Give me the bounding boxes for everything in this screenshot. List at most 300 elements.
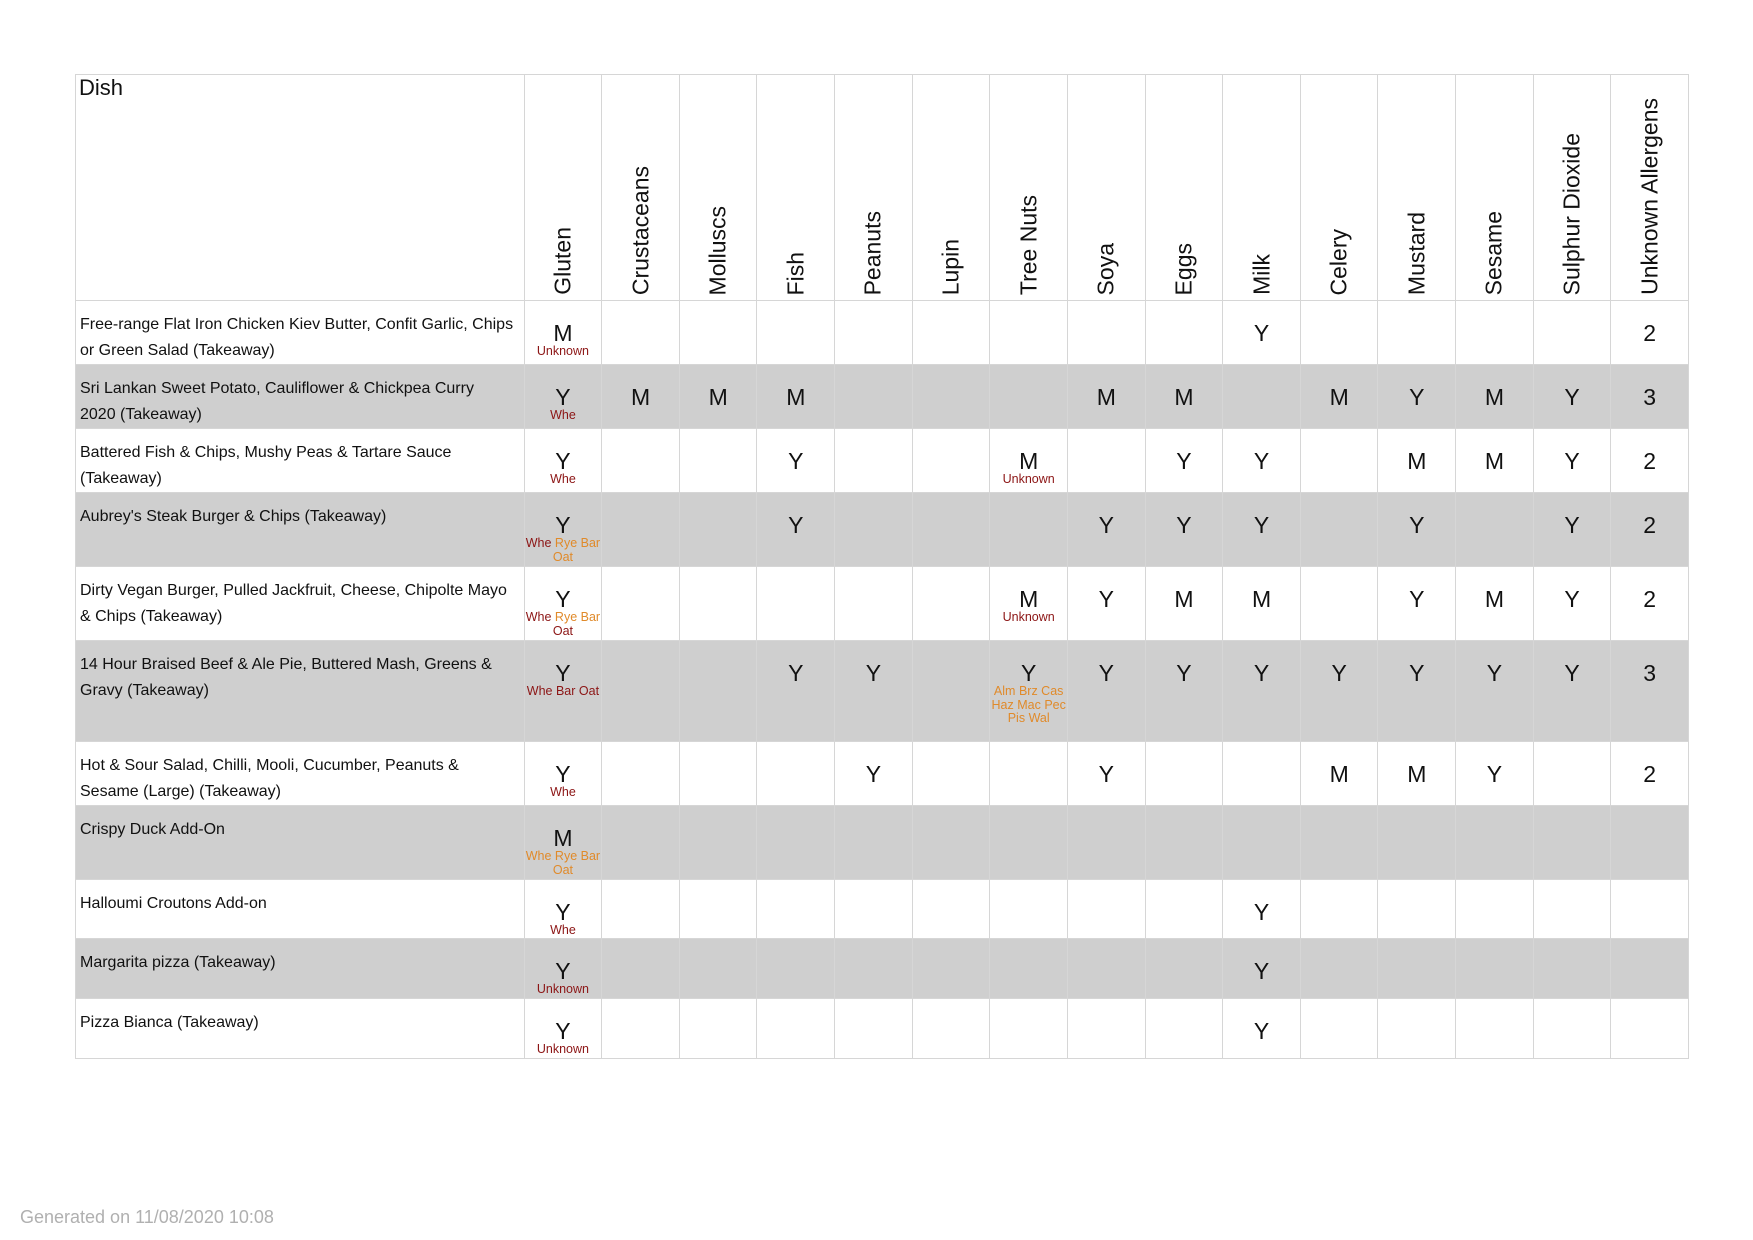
cell-lupin [912, 742, 990, 806]
allergen-detail-word: Pis [1007, 711, 1026, 725]
allergen-value: Y [1253, 660, 1270, 686]
allergen-value: Y [865, 660, 882, 686]
cell-tree-nuts [990, 806, 1068, 880]
cell-fish [757, 880, 835, 939]
allergen-value: Y [1253, 1018, 1270, 1044]
dish-name: Dirty Vegan Burger, Pulled Jackfruit, Cheese, Chipolte Mayo & Chips (Takeaway) [76, 567, 525, 641]
allergen-value: Y [1409, 586, 1425, 612]
cell-crustaceans [602, 880, 680, 939]
column-header-gluten [524, 75, 602, 301]
column-header-sesame [1456, 75, 1534, 301]
cell-molluscs [679, 301, 757, 365]
column-header-label: Lupin [937, 238, 964, 295]
cell-tree-nuts [990, 567, 1068, 641]
cell-milk [1223, 429, 1301, 493]
cell-unknown-allergens [1611, 493, 1689, 567]
column-header-peanuts [835, 75, 913, 301]
cell-lupin [912, 365, 990, 429]
allergen-detail [525, 473, 602, 487]
allergen-value: Y [1098, 761, 1114, 787]
allergen-detail-word: Brz [1018, 684, 1038, 698]
allergen-value: Y [788, 660, 804, 686]
cell-eggs [1145, 493, 1223, 567]
allergen-value: Y [1021, 660, 1037, 686]
column-header-label: Sesame [1480, 210, 1507, 295]
cell-peanuts [835, 301, 913, 365]
allergen-value: Y [1409, 512, 1425, 538]
allergen-table [75, 74, 1689, 1059]
allergen-detail-word: Cas [1041, 684, 1064, 698]
cell-molluscs [679, 429, 757, 493]
cell-sulphur-dioxide [1533, 641, 1611, 742]
allergen-detail-word: Bar [580, 610, 601, 624]
allergen-value: Y [555, 384, 571, 410]
allergen-value: M [1019, 448, 1039, 474]
cell-peanuts [835, 806, 913, 880]
allergen-detail-word: Unknown [1002, 472, 1055, 486]
allergen-detail-word: Pec [1044, 697, 1066, 712]
cell-eggs [1145, 806, 1223, 880]
cell-lupin [912, 429, 990, 493]
allergen-value: M [786, 384, 806, 410]
allergen-value: M [1096, 384, 1116, 410]
header-row [76, 75, 1689, 301]
cell-lupin [912, 806, 990, 880]
allergen-detail [525, 850, 602, 877]
cell-mustard [1378, 641, 1456, 742]
allergen-value: Y [555, 448, 571, 474]
allergen-value: Y [1564, 512, 1580, 538]
cell-soya [1067, 806, 1145, 880]
cell-unknown-allergens [1611, 999, 1689, 1059]
cell-sulphur-dioxide [1533, 806, 1611, 880]
cell-crustaceans [602, 999, 680, 1059]
cell-celery [1300, 742, 1378, 806]
cell-milk [1223, 567, 1301, 641]
allergen-detail [990, 473, 1067, 487]
cell-molluscs [679, 742, 757, 806]
allergen-detail [525, 537, 602, 564]
cell-tree-nuts [990, 365, 1068, 429]
dish-name: Aubrey's Steak Burger & Chips (Takeaway) [76, 493, 525, 567]
allergen-value: 2 [1643, 320, 1657, 346]
cell-mustard [1378, 567, 1456, 641]
allergen-value: M [1019, 586, 1039, 612]
cell-soya [1067, 880, 1145, 939]
table-row [76, 301, 1689, 365]
cell-celery [1300, 493, 1378, 567]
cell-lupin [912, 641, 990, 742]
allergen-detail-word: Bar [580, 849, 601, 863]
cell-molluscs [679, 806, 757, 880]
column-header-label: Molluscs [704, 205, 731, 295]
column-header-eggs [1145, 75, 1223, 301]
cell-celery [1300, 999, 1378, 1059]
cell-sesame [1456, 806, 1534, 880]
allergen-detail [525, 345, 602, 359]
cell-sesame [1456, 493, 1534, 567]
allergen-value: M [553, 825, 573, 851]
cell-tree-nuts [990, 939, 1068, 999]
allergen-detail-word: Whe [525, 849, 552, 863]
cell-unknown-allergens [1611, 939, 1689, 999]
dish-name: Hot & Sour Salad, Chilli, Mooli, Cucumber, Peanuts & Sesame (Large) (Takeaway) [76, 742, 525, 806]
cell-sesame [1456, 939, 1534, 999]
allergen-value: M [630, 384, 651, 410]
allergen-value: Y [1098, 512, 1114, 538]
allergen-detail-word: Unknown [536, 344, 589, 358]
column-header-crustaceans [602, 75, 680, 301]
cell-sesame [1456, 999, 1534, 1059]
cell-celery [1300, 641, 1378, 742]
allergen-value: Y [1564, 586, 1580, 612]
cell-mustard [1378, 806, 1456, 880]
cell-sulphur-dioxide [1533, 742, 1611, 806]
allergen-value: M [1251, 586, 1272, 612]
allergen-value: Y [1486, 660, 1503, 686]
cell-tree-nuts [990, 493, 1068, 567]
cell-soya [1067, 301, 1145, 365]
allergen-value: Y [1253, 512, 1270, 538]
allergen-value: 2 [1643, 512, 1657, 538]
cell-soya [1067, 939, 1145, 999]
allergen-value: 3 [1643, 660, 1657, 686]
cell-gluten [524, 939, 602, 999]
dish-name: Free-range Flat Iron Chicken Kiev Butter, Confit Garlic, Chips or Green Salad (Takeaway) [76, 301, 525, 365]
allergen-value: 2 [1643, 448, 1657, 474]
allergen-value: 2 [1643, 761, 1657, 787]
cell-milk [1223, 880, 1301, 939]
table-row [76, 365, 1689, 429]
allergen-value: Y [555, 958, 571, 984]
cell-lupin [912, 999, 990, 1059]
column-header-lupin [912, 75, 990, 301]
cell-crustaceans [602, 567, 680, 641]
cell-tree-nuts [990, 742, 1068, 806]
cell-unknown-allergens [1611, 641, 1689, 742]
dish-name: Battered Fish & Chips, Mushy Peas & Tartare Sauce (Takeaway) [76, 429, 525, 493]
cell-fish [757, 567, 835, 641]
allergen-value: M [1484, 448, 1504, 474]
cell-fish [757, 742, 835, 806]
allergen-value: 2 [1643, 586, 1657, 612]
cell-molluscs [679, 999, 757, 1059]
column-header-fish [757, 75, 835, 301]
cell-fish [757, 939, 835, 999]
allergen-value: Y [788, 448, 804, 474]
cell-crustaceans [602, 939, 680, 999]
allergen-detail-word: Unknown [1002, 610, 1055, 624]
cell-unknown-allergens [1611, 806, 1689, 880]
cell-milk [1223, 806, 1301, 880]
cell-gluten [524, 806, 602, 880]
allergen-value: M [1329, 761, 1349, 787]
allergen-value: Y [1409, 384, 1425, 410]
table-row [76, 641, 1689, 742]
dish-name: Crispy Duck Add-On [76, 806, 525, 880]
cell-crustaceans [602, 493, 680, 567]
cell-peanuts [835, 493, 913, 567]
allergen-detail-word: Whe [550, 785, 576, 799]
cell-sulphur-dioxide [1533, 567, 1611, 641]
allergen-value: Y [1331, 660, 1347, 686]
cell-unknown-allergens [1611, 365, 1689, 429]
allergen-value: Y [555, 512, 571, 538]
table-row [76, 742, 1689, 806]
cell-sesame [1456, 365, 1534, 429]
column-header-milk [1223, 75, 1301, 301]
allergen-value: M [1407, 761, 1427, 787]
column-header-celery [1300, 75, 1378, 301]
cell-fish [757, 999, 835, 1059]
allergen-value: Y [555, 761, 571, 787]
allergen-detail-word: Oat [578, 684, 600, 698]
cell-sesame [1456, 742, 1534, 806]
cell-fish [757, 806, 835, 880]
table-row [76, 939, 1689, 999]
allergen-value: Y [1098, 586, 1114, 612]
dish-column-header [76, 75, 525, 301]
cell-celery [1300, 301, 1378, 365]
cell-soya [1067, 999, 1145, 1059]
cell-eggs [1145, 567, 1223, 641]
cell-sesame [1456, 429, 1534, 493]
allergen-value: Y [1486, 761, 1503, 787]
allergen-detail [990, 611, 1067, 625]
allergen-detail-word: Whe [526, 684, 553, 698]
cell-crustaceans [602, 365, 680, 429]
cell-sesame [1456, 880, 1534, 939]
cell-mustard [1378, 493, 1456, 567]
cell-mustard [1378, 880, 1456, 939]
table-row [76, 806, 1689, 880]
dish-name: Sri Lankan Sweet Potato, Cauliflower & Chickpea Curry 2020 (Takeaway) [76, 365, 525, 429]
column-header-molluscs [679, 75, 757, 301]
allergen-value: Y [1176, 512, 1192, 538]
allergen-detail-word: Whe [550, 923, 576, 937]
column-header-label: Mustard [1403, 211, 1430, 295]
cell-eggs [1145, 641, 1223, 742]
cell-celery [1300, 939, 1378, 999]
column-header-label: Gluten [549, 227, 576, 295]
cell-mustard [1378, 301, 1456, 365]
table-row [76, 567, 1689, 641]
cell-peanuts [835, 999, 913, 1059]
cell-celery [1300, 429, 1378, 493]
allergen-detail-word: Unknown [536, 1042, 589, 1056]
cell-lupin [912, 880, 990, 939]
column-header-label: Fish [782, 251, 809, 295]
cell-milk [1223, 742, 1301, 806]
cell-milk [1223, 493, 1301, 567]
allergen-detail [525, 409, 602, 423]
allergen-value: M [1174, 586, 1194, 612]
allergen-value: Y [555, 899, 571, 925]
cell-gluten [524, 567, 602, 641]
cell-mustard [1378, 999, 1456, 1059]
allergen-value: Y [1564, 448, 1580, 474]
cell-eggs [1145, 742, 1223, 806]
allergen-value: Y [1564, 660, 1580, 686]
column-header-label: Unknown Allergens [1636, 98, 1663, 295]
cell-celery [1300, 567, 1378, 641]
cell-molluscs [679, 939, 757, 999]
cell-sulphur-dioxide [1533, 999, 1611, 1059]
cell-sulphur-dioxide [1533, 493, 1611, 567]
generated-timestamp: Generated on 11/08/2020 10:08 [20, 1207, 274, 1227]
column-header-label: Eggs [1170, 242, 1197, 295]
cell-soya [1067, 493, 1145, 567]
column-header-mustard [1378, 75, 1456, 301]
cell-soya [1067, 365, 1145, 429]
table-row [76, 880, 1689, 939]
cell-sulphur-dioxide [1533, 301, 1611, 365]
cell-sesame [1456, 567, 1534, 641]
cell-sesame [1456, 301, 1534, 365]
cell-lupin [912, 939, 990, 999]
cell-tree-nuts [990, 880, 1068, 939]
column-header-label: Soya [1092, 242, 1119, 295]
cell-soya [1067, 567, 1145, 641]
allergen-value: Y [555, 660, 571, 686]
allergen-detail-word: Rye [554, 536, 578, 550]
allergen-detail-word: Alm [993, 684, 1016, 698]
cell-gluten [524, 429, 602, 493]
allergen-detail-word: Rye [554, 610, 578, 624]
cell-peanuts [835, 880, 913, 939]
cell-mustard [1378, 429, 1456, 493]
cell-tree-nuts [990, 301, 1068, 365]
allergen-value: M [1329, 384, 1349, 410]
cell-peanuts [835, 429, 913, 493]
cell-gluten [524, 880, 602, 939]
allergen-detail-word: Wal [1028, 711, 1050, 725]
dish-name: Pizza Bianca (Takeaway) [76, 999, 525, 1059]
allergen-value: Y [1098, 660, 1114, 686]
allergen-value: Y [555, 1018, 571, 1044]
allergen-detail-word: Rye [554, 849, 578, 863]
allergen-detail-word: Whe [525, 536, 552, 550]
column-header-soya [1067, 75, 1145, 301]
allergen-value: 3 [1643, 384, 1657, 410]
allergen-value: M [1407, 448, 1427, 474]
allergen-detail [525, 685, 602, 699]
cell-sesame [1456, 641, 1534, 742]
allergen-detail-word: Bar [555, 684, 576, 698]
cell-milk [1223, 939, 1301, 999]
cell-milk [1223, 641, 1301, 742]
cell-fish [757, 429, 835, 493]
allergen-detail-word: Whe [550, 472, 576, 486]
column-header-label: Crustaceans [627, 165, 654, 295]
allergen-value: Y [555, 586, 571, 612]
allergen-detail-word: Whe [525, 610, 552, 624]
allergen-value: M [553, 320, 573, 346]
allergen-value: M [708, 384, 728, 410]
allergen-value: M [1484, 384, 1504, 410]
cell-soya [1067, 429, 1145, 493]
cell-fish [757, 493, 835, 567]
cell-celery [1300, 880, 1378, 939]
cell-milk [1223, 301, 1301, 365]
cell-tree-nuts [990, 641, 1068, 742]
allergen-detail [525, 786, 602, 800]
allergen-value: M [1484, 586, 1504, 612]
dish-header-label: Dish [79, 75, 124, 100]
allergen-detail [525, 983, 602, 997]
cell-tree-nuts [990, 429, 1068, 493]
cell-fish [757, 301, 835, 365]
allergen-detail [525, 1043, 602, 1057]
allergen-detail [990, 685, 1067, 726]
cell-lupin [912, 567, 990, 641]
cell-celery [1300, 365, 1378, 429]
cell-milk [1223, 999, 1301, 1059]
allergen-value: Y [788, 512, 804, 538]
cell-molluscs [679, 641, 757, 742]
cell-gluten [524, 641, 602, 742]
cell-eggs [1145, 939, 1223, 999]
allergen-detail-word: Haz [991, 697, 1014, 712]
cell-sulphur-dioxide [1533, 880, 1611, 939]
allergen-value: Y [1176, 660, 1192, 686]
allergen-detail-word: Whe [550, 408, 576, 422]
dish-name: 14 Hour Braised Beef & Ale Pie, Buttered Mash, Greens & Gravy (Takeaway) [76, 641, 525, 742]
cell-fish [757, 641, 835, 742]
column-header-label: Milk [1248, 254, 1275, 295]
column-header-label: Tree Nuts [1015, 194, 1042, 295]
column-header-label: Celery [1325, 228, 1352, 295]
cell-peanuts [835, 742, 913, 806]
allergen-value: Y [865, 761, 882, 787]
cell-molluscs [679, 567, 757, 641]
cell-lupin [912, 301, 990, 365]
cell-gluten [524, 999, 602, 1059]
allergen-detail-word: Bar [580, 536, 601, 550]
cell-celery [1300, 806, 1378, 880]
allergen-value: Y [1176, 448, 1192, 474]
cell-unknown-allergens [1611, 429, 1689, 493]
cell-peanuts [835, 567, 913, 641]
cell-mustard [1378, 939, 1456, 999]
table-body [76, 301, 1689, 1059]
allergen-detail-word: Oat [552, 862, 573, 877]
cell-sulphur-dioxide [1533, 939, 1611, 999]
cell-fish [757, 365, 835, 429]
cell-unknown-allergens [1611, 742, 1689, 806]
cell-eggs [1145, 880, 1223, 939]
cell-molluscs [679, 493, 757, 567]
cell-peanuts [835, 939, 913, 999]
allergen-value: Y [1253, 958, 1270, 984]
cell-peanuts [835, 365, 913, 429]
cell-soya [1067, 641, 1145, 742]
dish-name: Margarita pizza (Takeaway) [76, 939, 525, 999]
cell-lupin [912, 493, 990, 567]
table-row [76, 429, 1689, 493]
cell-milk [1223, 365, 1301, 429]
cell-unknown-allergens [1611, 880, 1689, 939]
cell-gluten [524, 301, 602, 365]
allergen-detail-word: Oat [552, 549, 573, 564]
cell-peanuts [835, 641, 913, 742]
cell-gluten [524, 365, 602, 429]
cell-sulphur-dioxide [1533, 365, 1611, 429]
cell-crustaceans [602, 301, 680, 365]
allergen-value: Y [1253, 899, 1270, 925]
allergen-detail-word: Oat [552, 623, 573, 638]
cell-mustard [1378, 365, 1456, 429]
